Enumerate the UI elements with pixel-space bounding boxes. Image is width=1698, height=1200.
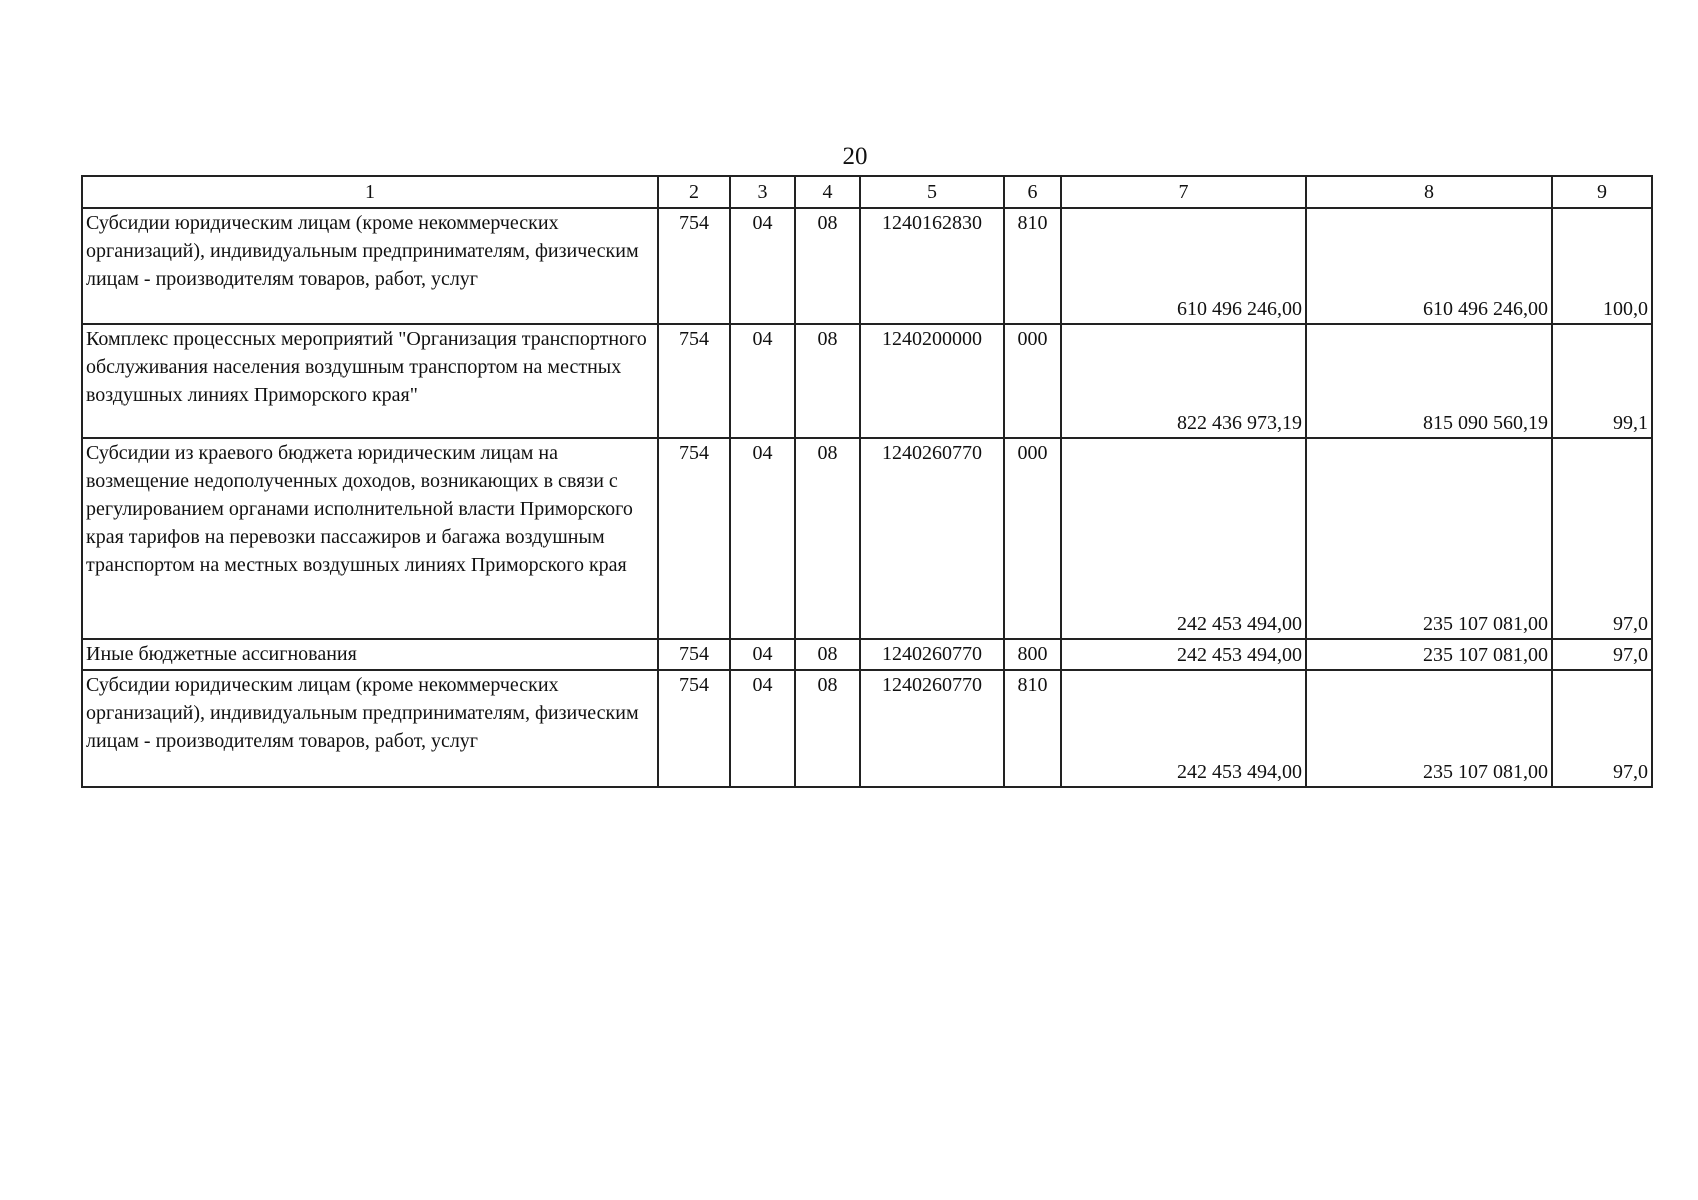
section-code: 04 [730,438,795,639]
column-header: 6 [1004,176,1061,208]
execution-percent: 97,0 [1552,438,1652,639]
ministry-code: 754 [658,208,730,324]
ministry-code: 754 [658,670,730,787]
subsection-code: 08 [795,670,860,787]
target-article-code: 1240260770 [860,670,1004,787]
column-header: 2 [658,176,730,208]
section-code: 04 [730,639,795,670]
expense-type-code: 810 [1004,208,1061,324]
column-header: 8 [1306,176,1552,208]
execution-percent: 97,0 [1552,670,1652,787]
ministry-code: 754 [658,639,730,670]
row-description: Субсидии из краевого бюджета юридическим лицам на возмещение недополученных доходов, возникающих в связи с регулированием органами исполнительной власти Приморского края тарифов на перевозки пассажиров и багажа воздушным транспортом на местных воздушных линиях Приморского края [82,438,658,639]
table-row [82,324,1652,438]
column-header: 9 [1552,176,1652,208]
row-description: Комплекс процессных мероприятий "Организация транспортного обслуживания населения воздушным транспортом на местных воздушных линиях Приморского края" [82,324,658,438]
target-article-code: 1240162830 [860,208,1004,324]
target-article-code: 1240260770 [860,438,1004,639]
execution-percent: 97,0 [1552,639,1652,670]
subsection-code: 08 [795,324,860,438]
column-header: 1 [82,176,658,208]
planned-amount: 610 496 246,00 [1061,208,1306,324]
page-number: 20 [842,143,868,170]
planned-amount: 242 453 494,00 [1061,639,1306,670]
table-header-row [82,176,1652,208]
planned-amount: 822 436 973,19 [1061,324,1306,438]
row-description: Субсидии юридическим лицам (кроме некоммерческих организаций), индивидуальным предпринимателям, физическим лицам - производителям товаров, работ, услуг [82,208,658,324]
section-code: 04 [730,670,795,787]
expense-type-code: 000 [1004,324,1061,438]
subsection-code: 08 [795,438,860,639]
ministry-code: 754 [658,324,730,438]
budget-table [81,175,1653,788]
execution-percent: 99,1 [1552,324,1652,438]
table-row [82,208,1652,324]
execution-percent: 100,0 [1552,208,1652,324]
column-header: 3 [730,176,795,208]
row-description: Субсидии юридическим лицам (кроме некоммерческих организаций), индивидуальным предпринимателям, физическим лицам - производителям товаров, работ, услуг [82,670,658,787]
planned-amount: 242 453 494,00 [1061,438,1306,639]
table-row [82,438,1652,639]
table-row [82,670,1652,787]
target-article-code: 1240200000 [860,324,1004,438]
executed-amount: 235 107 081,00 [1306,438,1552,639]
table-row [82,639,1652,670]
ministry-code: 754 [658,438,730,639]
subsection-code: 08 [795,639,860,670]
expense-type-code: 800 [1004,639,1061,670]
expense-type-code: 000 [1004,438,1061,639]
executed-amount: 610 496 246,00 [1306,208,1552,324]
column-header: 5 [860,176,1004,208]
column-header: 4 [795,176,860,208]
target-article-code: 1240260770 [860,639,1004,670]
section-code: 04 [730,324,795,438]
section-code: 04 [730,208,795,324]
executed-amount: 815 090 560,19 [1306,324,1552,438]
column-header: 7 [1061,176,1306,208]
expense-type-code: 810 [1004,670,1061,787]
subsection-code: 08 [795,208,860,324]
planned-amount: 242 453 494,00 [1061,670,1306,787]
executed-amount: 235 107 081,00 [1306,639,1552,670]
row-description: Иные бюджетные ассигнования [82,639,658,670]
executed-amount: 235 107 081,00 [1306,670,1552,787]
